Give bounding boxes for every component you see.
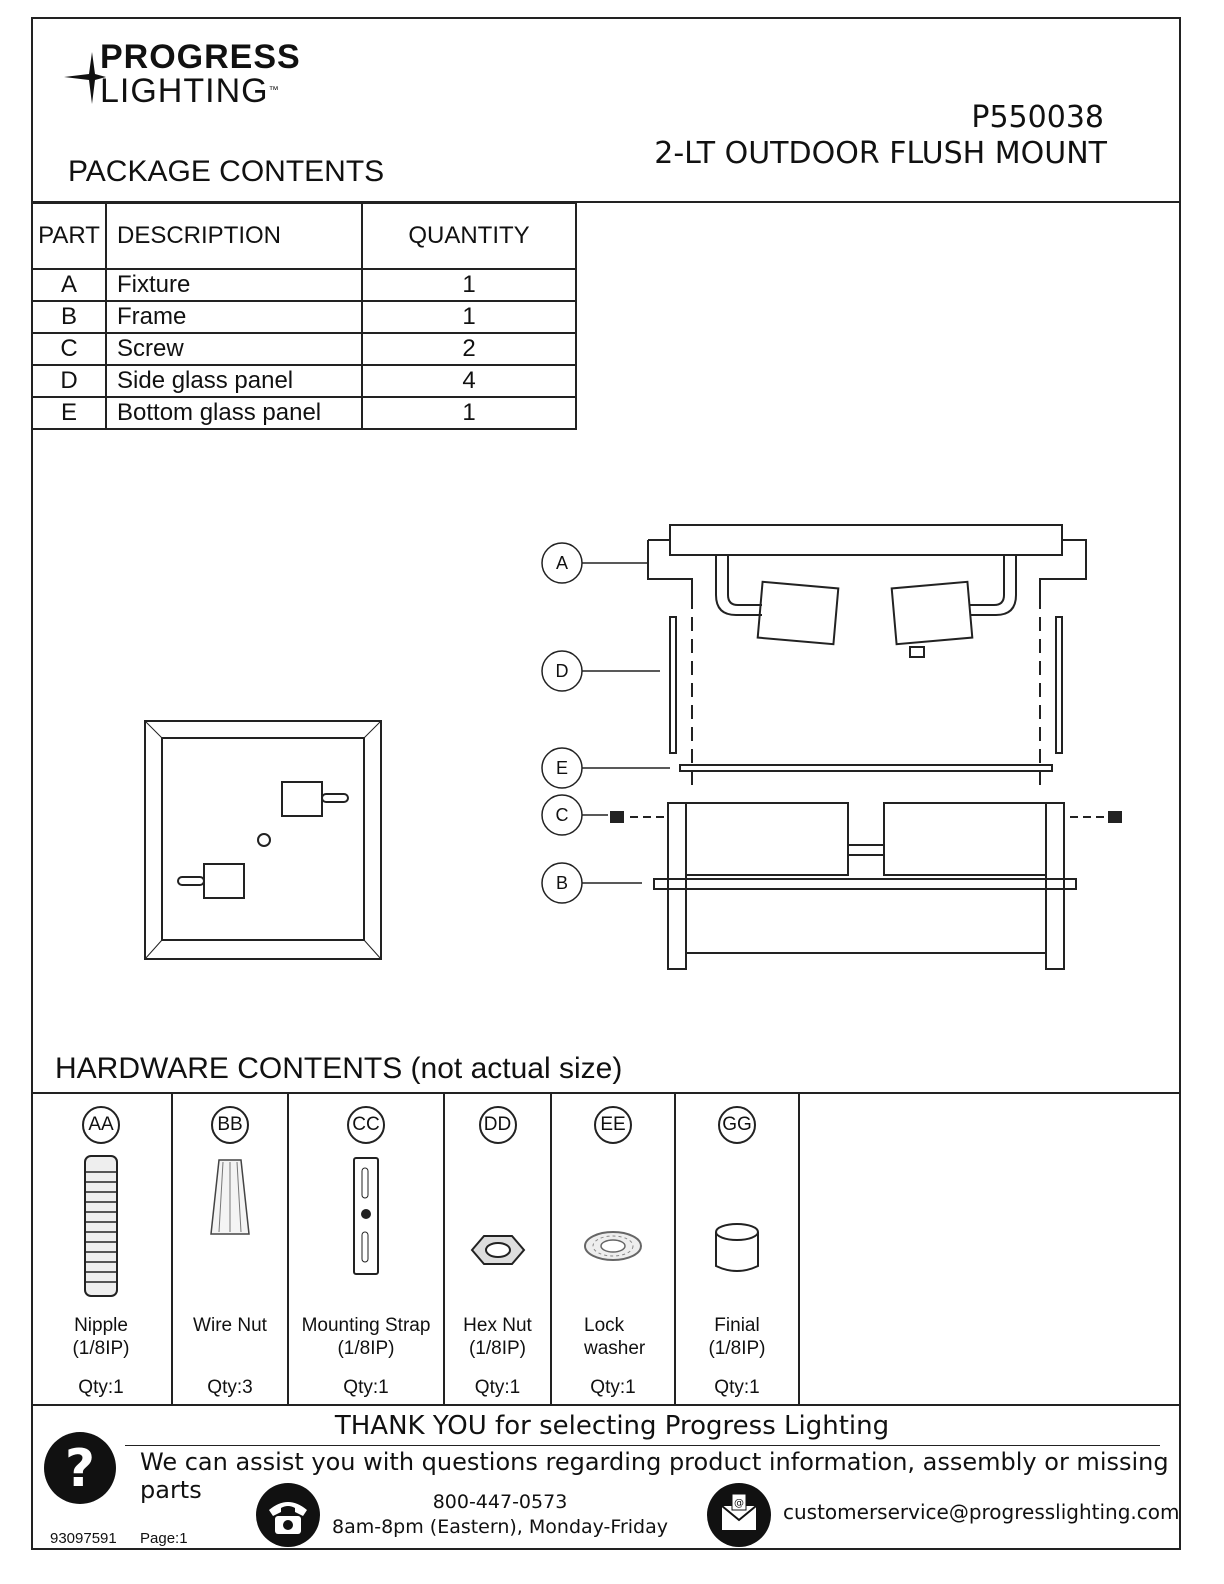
lock-washer-icon [578,1152,648,1282]
description-cell: Side glass panel [106,365,362,397]
package-contents-title: PACKAGE CONTENTS [68,155,385,188]
hardware-item [289,1094,445,1404]
hardware-qty: Qty:1 [474,1377,521,1398]
finial-icon [707,1152,767,1282]
support-hours: 8am-8pm (Eastern), Monday-Friday [331,1516,669,1538]
hardware-name: Mounting Strap (1/8IP) [301,1315,431,1359]
hardware-qty: Qty:1 [343,1377,389,1398]
brand-name-line2: LIGHTING™ [100,72,280,110]
description-cell: Screw [106,333,362,365]
hardware-code: GG [718,1106,756,1144]
hardware-item [552,1094,676,1404]
part-cell: C [32,333,106,365]
table-header-row [32,203,576,269]
hardware-code: BB [211,1106,249,1144]
hardware-name: Wire Nut [193,1315,267,1336]
callout-label: C [555,805,569,825]
callout-label: D [555,661,569,681]
part-cell: B [32,301,106,333]
hardware-item [676,1094,800,1404]
hardware-contents-title: HARDWARE CONTENTS (not actual size) [55,1052,623,1085]
header-part: PART [32,203,106,269]
svg-text:@: @ [734,1498,744,1509]
phone-contact [330,1490,670,1540]
table-row [32,269,576,301]
header-description: DESCRIPTION [106,203,362,269]
document-number: 93097591 [50,1530,117,1547]
quantity-cell: 4 [362,365,576,397]
part-cell: D [32,365,106,397]
hardware-code: EE [594,1106,632,1144]
assist-message: We can assist you with questions regarding product information, assembly or missing parts [140,1448,1169,1504]
page-number: Page:1 [140,1530,188,1547]
table-row [32,333,576,365]
footer-divider [125,1445,1160,1446]
wire-nut-icon [205,1152,255,1242]
package-contents-table [31,202,577,430]
hardware-item [31,1094,173,1404]
hardware-contents-row [31,1092,1181,1406]
hardware-qty: Qty:1 [78,1377,124,1398]
hardware-qty: Qty:1 [590,1377,636,1398]
hardware-qty: Qty:1 [714,1377,760,1398]
phone-icon [255,1482,321,1548]
hardware-code: AA [82,1106,120,1144]
email-icon [706,1482,772,1548]
mounting-strap-icon [346,1152,386,1282]
quantity-cell: 1 [362,269,576,301]
part-cell: E [32,397,106,429]
part-cell: A [32,269,106,301]
quantity-cell: 1 [362,301,576,333]
hardware-code: DD [479,1106,517,1144]
hex-nut-icon [466,1152,530,1292]
trademark: ™ [268,85,280,96]
table-row [32,365,576,397]
quantity-cell: 1 [362,397,576,429]
table-row [32,397,576,429]
hardware-code: CC [347,1106,385,1144]
nipple-icon [81,1152,121,1302]
description-cell: Bottom glass panel [106,397,362,429]
table-row [32,301,576,333]
fixture-top-view-diagram [140,716,390,966]
hardware-item [445,1094,552,1404]
hardware-name: Hex Nut (1/8IP) [463,1315,532,1359]
description-cell: Fixture [106,269,362,301]
support-email-link[interactable]: customerservice@progresslighting.com [783,1500,1180,1524]
brand-name-line1: PROGRESS [100,38,301,76]
quantity-cell: 2 [362,333,576,365]
product-name: 2-LT OUTDOOR FLUSH MOUNT [654,136,1107,171]
hardware-name: Lock washer [584,1315,646,1359]
description-cell: Frame [106,301,362,333]
callout-label: A [555,553,569,573]
phone-number[interactable]: 800-447-0573 [432,1491,568,1513]
help-question-icon [42,1430,118,1506]
callout-label: E [555,758,569,778]
hardware-qty: Qty:3 [207,1377,253,1398]
model-number: P550038 [971,100,1104,135]
callout-label: B [555,873,569,893]
header-quantity: QUANTITY [362,203,576,269]
svg-text:?: ? [64,1439,96,1499]
thank-you-message: THANK YOU for selecting Progress Lighting [334,1411,890,1441]
exploded-assembly-diagram [530,515,1150,985]
hardware-item [173,1094,289,1404]
hardware-name: Nipple (1/8IP) [72,1315,130,1359]
hardware-name: Finial (1/8IP) [708,1315,766,1359]
